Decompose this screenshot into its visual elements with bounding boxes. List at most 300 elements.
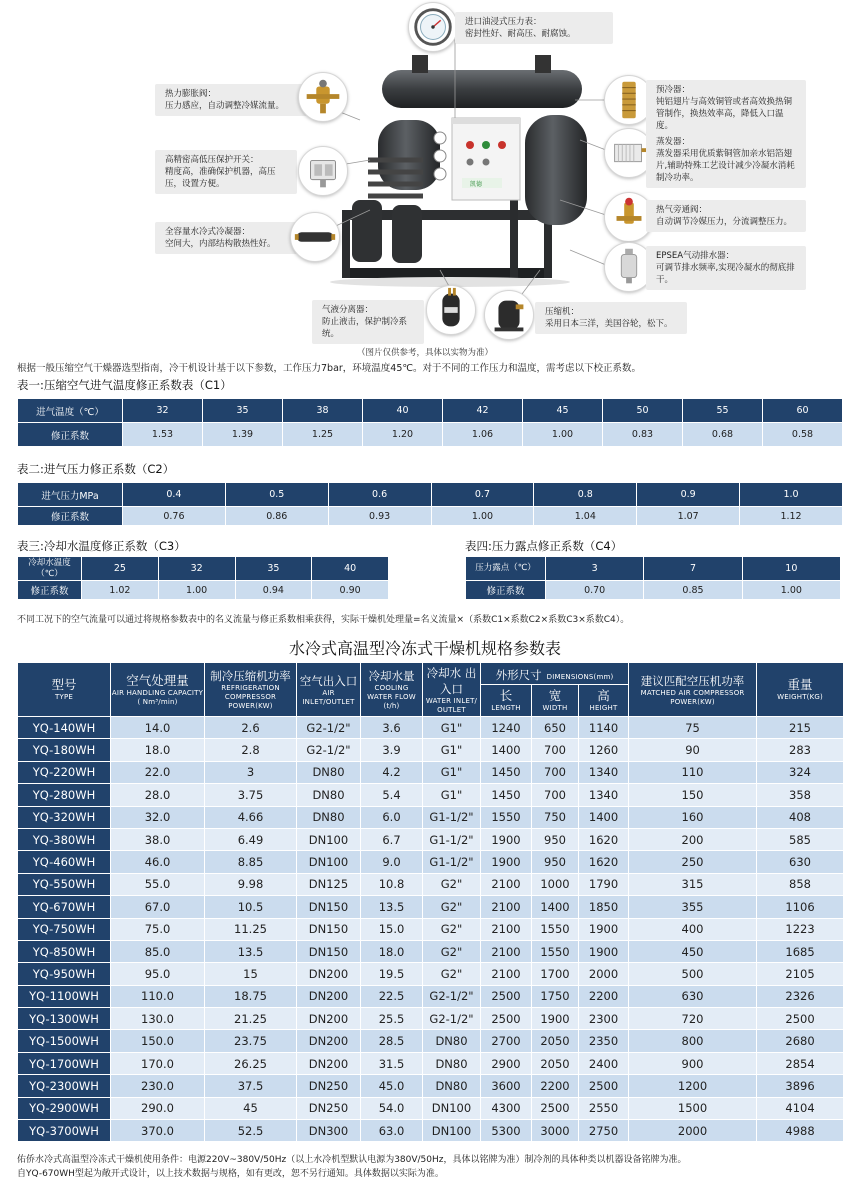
cell-water-io: G1"	[423, 761, 481, 783]
cell-cooling-water: 31.5	[361, 1052, 423, 1074]
cell-model: YQ-2900WH	[18, 1097, 111, 1119]
cell-width: 1000	[532, 873, 579, 895]
th-dims-cn: 外形尺寸	[495, 668, 542, 682]
cell-cooling-water: 45.0	[361, 1075, 423, 1097]
callout-title: 预冷器：	[656, 85, 691, 95]
cell-air-inlet: DN300	[297, 1120, 361, 1142]
cell-weight: 2105	[757, 963, 844, 985]
cell-length: 4300	[481, 1097, 532, 1119]
cell-air-inlet: DN80	[297, 784, 361, 806]
th-weight-en: WEIGHT(KG)	[777, 693, 823, 701]
spec-table-row	[18, 828, 844, 850]
cell-matched-compressor: 355	[629, 896, 757, 918]
table3-value-cell: 1.02	[82, 581, 159, 600]
cell-height: 1620	[579, 828, 629, 850]
footer-line-1: 佑侨水冷式高温型冷冻式干燥机使用条件：电源220V~380V/50Hz（以上水冷机型默认电源为380V/50Hz，具体以铭牌为准）制冷剂的具体种类以机器设备铭牌为准。	[17, 1155, 687, 1165]
th-cooling-water	[361, 663, 423, 717]
spec-table-title: 水冷式高温型冷冻式干燥机规格参数表	[288, 639, 561, 658]
table4-header-cell: 10	[742, 557, 840, 581]
table1-value-cell: 0.68	[683, 423, 763, 447]
table2-header-cell: 0.5	[225, 483, 328, 507]
cell-model: YQ-670WH	[18, 896, 111, 918]
cell-air-capacity: 95.0	[111, 963, 205, 985]
spec-table-row	[18, 851, 844, 873]
th-width-cn: 宽	[548, 688, 562, 703]
table2-title: 表二:进气压力修正系数（C2）	[17, 462, 175, 476]
pressure-gauge-icon	[408, 2, 458, 52]
cell-compressor-power: 3.75	[205, 784, 297, 806]
cell-matched-compressor: 800	[629, 1030, 757, 1052]
cell-weight: 215	[757, 717, 844, 739]
cell-weight: 1223	[757, 918, 844, 940]
spec-table-row	[18, 985, 844, 1007]
th-water-en: COOLING WATER FLOW (t/h)	[367, 684, 416, 710]
cell-air-inlet: DN125	[297, 873, 361, 895]
th-model	[18, 663, 111, 717]
cell-length: 1240	[481, 717, 532, 739]
callout-desc: 蒸发器采用优质紫铜管加亲水铝箔翅片,辅助特殊工艺设计减少冷凝水消耗制冷功率。	[656, 149, 795, 183]
cell-air-inlet: DN250	[297, 1075, 361, 1097]
cell-cooling-water: 3.6	[361, 717, 423, 739]
cell-water-io: DN80	[423, 1030, 481, 1052]
cell-weight: 408	[757, 806, 844, 828]
th-height	[579, 685, 629, 717]
cell-length: 2100	[481, 918, 532, 940]
cell-weight: 1685	[757, 940, 844, 962]
th-inlet-cn: 空气出入口	[299, 673, 358, 688]
cell-cooling-water: 54.0	[361, 1097, 423, 1119]
cell-air-inlet: DN80	[297, 761, 361, 783]
cell-model: YQ-550WH	[18, 873, 111, 895]
cell-height: 2000	[579, 963, 629, 985]
cell-weight: 2680	[757, 1030, 844, 1052]
th-power-en: REFRIGERATION COMPRESSOR POWER(KW)	[221, 684, 280, 710]
cell-weight: 630	[757, 851, 844, 873]
callout-water-condenser	[155, 222, 297, 254]
callout-title: 热力膨胀阀：	[165, 89, 217, 99]
cell-water-io: G2"	[423, 896, 481, 918]
compressor-icon	[484, 290, 534, 340]
table1-header-label: 进气温度（℃）	[18, 399, 123, 423]
spec-table-row	[18, 784, 844, 806]
cell-matched-compressor: 315	[629, 873, 757, 895]
callout-title: 进口油浸式压力表：	[465, 17, 542, 27]
table1-value-cell: 1.00	[523, 423, 603, 447]
table2-value-cell: 1.04	[534, 507, 637, 526]
cell-air-inlet: DN100	[297, 828, 361, 850]
cell-length: 1900	[481, 851, 532, 873]
th-width	[532, 685, 579, 717]
cell-model: YQ-1100WH	[18, 985, 111, 1007]
table1-header-cell: 50	[603, 399, 683, 423]
intro-text: 根据一般压缩空气干燥器选型指南，冷干机设计基于以下参数，工作压力7bar，环境温度45℃。对于不同的工作压力和温度，需考虑以下校正系数。	[17, 363, 642, 374]
cell-air-capacity: 230.0	[111, 1075, 205, 1097]
th-model-cn: 型号	[51, 677, 77, 692]
table1-inlet-temperature	[17, 398, 843, 447]
cell-width: 1550	[532, 940, 579, 962]
cell-length: 2100	[481, 940, 532, 962]
cell-width: 700	[532, 739, 579, 761]
table1-row-label: 修正系数	[18, 423, 123, 447]
table2-header-cell: 0.6	[328, 483, 431, 507]
cell-matched-compressor: 250	[629, 851, 757, 873]
cell-matched-compressor: 150	[629, 784, 757, 806]
spec-table-row	[18, 717, 844, 739]
cell-model: YQ-320WH	[18, 806, 111, 828]
th-length-cn: 长	[499, 688, 513, 703]
callout-desc: 压力感应，自动调整冷媒流量。	[165, 101, 285, 111]
th-model-en: TYPE	[55, 693, 73, 701]
callout-title: 压缩机：	[545, 307, 580, 317]
cell-water-io: G1-1/2"	[423, 851, 481, 873]
cell-cooling-water: 3.9	[361, 739, 423, 761]
cell-matched-compressor: 160	[629, 806, 757, 828]
spec-table-row	[18, 1052, 844, 1074]
cell-weight: 585	[757, 828, 844, 850]
cell-height: 2400	[579, 1052, 629, 1074]
table1-value-cell: 1.20	[363, 423, 443, 447]
table3-header-cell: 40	[312, 557, 389, 581]
cell-model: YQ-380WH	[18, 828, 111, 850]
cell-length: 2500	[481, 985, 532, 1007]
cell-air-inlet: DN250	[297, 1097, 361, 1119]
product-hero	[0, 0, 850, 345]
cell-height: 1850	[579, 896, 629, 918]
th-length	[481, 685, 532, 717]
table3-value-cell: 0.90	[312, 581, 389, 600]
spec-table	[17, 662, 844, 1142]
table3-value-row	[18, 581, 389, 600]
table3-title: 表三:冷却水温度修正系数（C3）	[17, 539, 186, 553]
cell-water-io: G1"	[423, 784, 481, 806]
cell-air-inlet: DN200	[297, 1030, 361, 1052]
cell-height: 2200	[579, 985, 629, 1007]
cell-air-capacity: 110.0	[111, 985, 205, 1007]
table2-header-row	[18, 483, 843, 507]
callout-desc: 空间大，内部结构散热性好。	[165, 239, 276, 249]
cell-height: 1260	[579, 739, 629, 761]
cell-compressor-power: 2.6	[205, 717, 297, 739]
cell-compressor-power: 9.98	[205, 873, 297, 895]
gas-liquid-separator-icon	[426, 285, 476, 335]
callout-title: 气液分离器：	[322, 305, 374, 315]
footer-line-2: 自YQ-670WH型起为敞开式设计，以上技术数据与规格，如有更改，恕不另行通知。具体数据以实际为准。	[17, 1169, 444, 1179]
table4-value-cell: 1.00	[742, 581, 840, 600]
cell-height: 1620	[579, 851, 629, 873]
th-air-inlet	[297, 663, 361, 717]
cell-water-io: DN100	[423, 1120, 481, 1142]
cell-water-io: G1-1/2"	[423, 806, 481, 828]
table1-value-cell: 1.53	[123, 423, 203, 447]
th-air-capacity	[111, 663, 205, 717]
table1-value-cell: 0.58	[763, 423, 843, 447]
callout-pressure-gauge	[455, 12, 613, 44]
spec-table-row	[18, 940, 844, 962]
table2-value-cell: 0.76	[123, 507, 226, 526]
cell-air-inlet: DN200	[297, 963, 361, 985]
callout-compressor	[535, 302, 687, 334]
table4-header-cell: 3	[546, 557, 644, 581]
cell-length: 3600	[481, 1075, 532, 1097]
cell-cooling-water: 18.0	[361, 940, 423, 962]
cell-air-inlet: DN200	[297, 985, 361, 1007]
cell-height: 1340	[579, 784, 629, 806]
cell-air-capacity: 290.0	[111, 1097, 205, 1119]
cell-compressor-power: 21.25	[205, 1008, 297, 1030]
table1-header-cell: 42	[443, 399, 523, 423]
table3-header-cell: 35	[235, 557, 312, 581]
cell-model: YQ-460WH	[18, 851, 111, 873]
cell-model: YQ-1500WH	[18, 1030, 111, 1052]
callout-title: 全容量水冷式冷凝器：	[165, 227, 251, 237]
cell-width: 950	[532, 851, 579, 873]
th-inlet-en: AIR INLET/OUTLET	[302, 688, 355, 706]
cell-compressor-power: 3	[205, 761, 297, 783]
cell-width: 1750	[532, 985, 579, 1007]
th-power-cn: 制冷压缩机功率	[210, 669, 291, 683]
cell-cooling-water: 63.0	[361, 1120, 423, 1142]
cell-height: 1900	[579, 940, 629, 962]
cell-matched-compressor: 110	[629, 761, 757, 783]
cell-compressor-power: 13.5	[205, 940, 297, 962]
cell-matched-compressor: 1200	[629, 1075, 757, 1097]
table2-row-label: 修正系数	[18, 507, 123, 526]
table2-header-cell: 0.9	[637, 483, 740, 507]
cell-width: 3000	[532, 1120, 579, 1142]
table1-header-cell: 55	[683, 399, 763, 423]
cell-water-io: G2"	[423, 940, 481, 962]
cell-length: 2100	[481, 963, 532, 985]
cell-weight: 283	[757, 739, 844, 761]
table4-value-cell: 0.85	[644, 581, 742, 600]
cell-water-io: DN80	[423, 1075, 481, 1097]
cell-matched-compressor: 450	[629, 940, 757, 962]
table4-value-cell: 0.70	[546, 581, 644, 600]
cell-weight: 3896	[757, 1075, 844, 1097]
cell-width: 1550	[532, 918, 579, 940]
table2-header-cell: 0.4	[123, 483, 226, 507]
cell-air-capacity: 130.0	[111, 1008, 205, 1030]
cell-air-capacity: 28.0	[111, 784, 205, 806]
th-weight	[757, 663, 844, 717]
th-width-en: WIDTH	[542, 704, 568, 712]
spec-table-row	[18, 1075, 844, 1097]
cell-cooling-water: 28.5	[361, 1030, 423, 1052]
cell-model: YQ-2300WH	[18, 1075, 111, 1097]
cell-width: 2050	[532, 1052, 579, 1074]
cell-weight: 858	[757, 873, 844, 895]
cell-water-io: G2"	[423, 873, 481, 895]
cell-matched-compressor: 200	[629, 828, 757, 850]
cell-matched-compressor: 400	[629, 918, 757, 940]
callout-desc: 精度高，准确保护机器，高压压，设置方便。	[165, 167, 276, 189]
spec-table-row	[18, 1097, 844, 1119]
callout-desc: 钝铝翅片与高效铜管或者高效换热铜管制作，换热效率高，降低入口温度。	[656, 97, 793, 131]
cell-length: 2700	[481, 1030, 532, 1052]
cell-length: 1550	[481, 806, 532, 828]
table1-value-cell: 0.83	[603, 423, 683, 447]
cell-height: 1340	[579, 761, 629, 783]
table4-header-row	[466, 557, 841, 581]
cell-water-io: G1"	[423, 717, 481, 739]
cell-matched-compressor: 2000	[629, 1120, 757, 1142]
cell-compressor-power: 15	[205, 963, 297, 985]
cell-air-capacity: 370.0	[111, 1120, 205, 1142]
table3-header-row	[18, 557, 389, 581]
cell-water-io: DN100	[423, 1097, 481, 1119]
table1-value-cell: 1.06	[443, 423, 523, 447]
cell-length: 1400	[481, 739, 532, 761]
cell-height: 1790	[579, 873, 629, 895]
th-matched-compressor	[629, 663, 757, 717]
cell-width: 700	[532, 761, 579, 783]
table2-header-cell: 0.8	[534, 483, 637, 507]
th-water-io-cn: 冷却水 出入口	[426, 665, 477, 696]
cell-width: 950	[532, 828, 579, 850]
cell-width: 700	[532, 784, 579, 806]
cell-model: YQ-3700WH	[18, 1120, 111, 1142]
cell-length: 2900	[481, 1052, 532, 1074]
cell-cooling-water: 22.5	[361, 985, 423, 1007]
table1-header-cell: 45	[523, 399, 603, 423]
table1-value-row	[18, 423, 843, 447]
table1-header-cell: 38	[283, 399, 363, 423]
cell-width: 2200	[532, 1075, 579, 1097]
callout-desc: 密封性好、耐高压、耐腐蚀。	[465, 29, 576, 39]
table1-title: 表一:压缩空气进气温度修正系数表（C1）	[17, 378, 232, 392]
callout-hot-gas-bypass-valve	[646, 200, 806, 232]
cell-cooling-water: 25.5	[361, 1008, 423, 1030]
spec-table-row	[18, 918, 844, 940]
cell-water-io: G2-1/2"	[423, 1008, 481, 1030]
water-condenser-icon	[290, 212, 340, 262]
table1-value-cell: 1.39	[203, 423, 283, 447]
cell-cooling-water: 6.0	[361, 806, 423, 828]
table2-value-cell: 1.00	[431, 507, 534, 526]
th-compressor-power	[205, 663, 297, 717]
spec-table-row	[18, 761, 844, 783]
cell-water-io: G1-1/2"	[423, 828, 481, 850]
callout-expansion-valve	[155, 84, 307, 116]
cell-length: 5300	[481, 1120, 532, 1142]
table3-cooling-water	[17, 556, 389, 600]
cell-width: 1900	[532, 1008, 579, 1030]
cell-height: 2500	[579, 1075, 629, 1097]
cell-matched-compressor: 630	[629, 985, 757, 1007]
table2-header-label: 进气压力MPa	[18, 483, 123, 507]
callout-gas-liquid-separator	[312, 300, 424, 344]
th-water-io-en: WATER INLET/ OUTLET	[425, 696, 478, 714]
spec-table-row	[18, 1120, 844, 1142]
cell-model: YQ-220WH	[18, 761, 111, 783]
table3-header-cell: 25	[82, 557, 159, 581]
cell-air-inlet: DN200	[297, 1052, 361, 1074]
cell-length: 2500	[481, 1008, 532, 1030]
table4-header-label: 压力露点（℃）	[466, 557, 546, 581]
cell-air-capacity: 32.0	[111, 806, 205, 828]
th-dims-en: DIMENSIONS(mm)	[546, 673, 614, 681]
cell-compressor-power: 10.5	[205, 896, 297, 918]
cell-height: 2550	[579, 1097, 629, 1119]
cell-model: YQ-1700WH	[18, 1052, 111, 1074]
th-matched-en: MATCHED AIR COMPRESSOR POWER(KW)	[640, 688, 745, 706]
callout-desc: 可调节排水频率,实现冷凝水的彻底排干。	[656, 263, 795, 285]
cell-water-io: DN80	[423, 1052, 481, 1074]
table1-header-cell: 60	[763, 399, 843, 423]
cell-air-inlet: DN200	[297, 1008, 361, 1030]
callout-pressure-switch	[155, 150, 297, 194]
table2-header-cell: 1.0	[740, 483, 843, 507]
cell-cooling-water: 15.0	[361, 918, 423, 940]
callout-title: EPSEA气动排水器：	[656, 251, 735, 261]
cell-weight: 4104	[757, 1097, 844, 1119]
cell-model: YQ-140WH	[18, 717, 111, 739]
table2-inlet-pressure	[17, 482, 843, 526]
table3-header-cell: 32	[158, 557, 235, 581]
cell-matched-compressor: 1500	[629, 1097, 757, 1119]
spec-header-row	[18, 663, 844, 685]
callout-desc: 自动调节冷媒压力，分流调整压力。	[656, 217, 793, 227]
cell-model: YQ-950WH	[18, 963, 111, 985]
th-length-en: LENGTH	[491, 704, 521, 712]
cell-air-capacity: 14.0	[111, 717, 205, 739]
cell-model: YQ-1300WH	[18, 1008, 111, 1030]
panel-brand-label: 凯德	[470, 181, 483, 188]
callout-precooler	[646, 80, 806, 136]
th-dimensions	[481, 663, 629, 685]
cell-matched-compressor: 720	[629, 1008, 757, 1030]
table4-pressure-dew-point	[465, 556, 841, 600]
cell-weight: 2500	[757, 1008, 844, 1030]
cell-weight: 4988	[757, 1120, 844, 1142]
table2-value-cell: 0.86	[225, 507, 328, 526]
cell-compressor-power: 23.75	[205, 1030, 297, 1052]
table4-row-label: 修正系数	[466, 581, 546, 600]
cell-air-capacity: 170.0	[111, 1052, 205, 1074]
cell-width: 650	[532, 717, 579, 739]
cell-cooling-water: 5.4	[361, 784, 423, 806]
cell-width: 2050	[532, 1030, 579, 1052]
cell-matched-compressor: 500	[629, 963, 757, 985]
cell-weight: 2854	[757, 1052, 844, 1074]
cell-height: 1140	[579, 717, 629, 739]
table3-row-label: 修正系数	[18, 581, 82, 600]
cell-model: YQ-750WH	[18, 918, 111, 940]
cell-weight: 1106	[757, 896, 844, 918]
table4-header-cell: 7	[644, 557, 742, 581]
hero-caption: （图片仅供参考，具体以实物为准）	[356, 348, 493, 358]
cell-model: YQ-280WH	[18, 784, 111, 806]
cell-air-inlet: DN150	[297, 918, 361, 940]
table1-header-row	[18, 399, 843, 423]
cell-water-io: G2"	[423, 918, 481, 940]
table1-header-cell: 32	[123, 399, 203, 423]
cell-model: YQ-180WH	[18, 739, 111, 761]
cell-matched-compressor: 90	[629, 739, 757, 761]
cell-compressor-power: 8.85	[205, 851, 297, 873]
cell-compressor-power: 26.25	[205, 1052, 297, 1074]
table2-value-cell: 0.93	[328, 507, 431, 526]
th-height-en: HEIGHT	[589, 704, 618, 712]
cell-width: 2500	[532, 1097, 579, 1119]
cell-matched-compressor: 75	[629, 717, 757, 739]
cell-air-capacity: 46.0	[111, 851, 205, 873]
th-height-cn: 高	[597, 688, 610, 703]
cell-length: 2100	[481, 896, 532, 918]
cell-height: 2300	[579, 1008, 629, 1030]
table2-value-row	[18, 507, 843, 526]
th-air-en: AIR HANDLING CAPACITY ( Nm³/min)	[111, 688, 204, 706]
